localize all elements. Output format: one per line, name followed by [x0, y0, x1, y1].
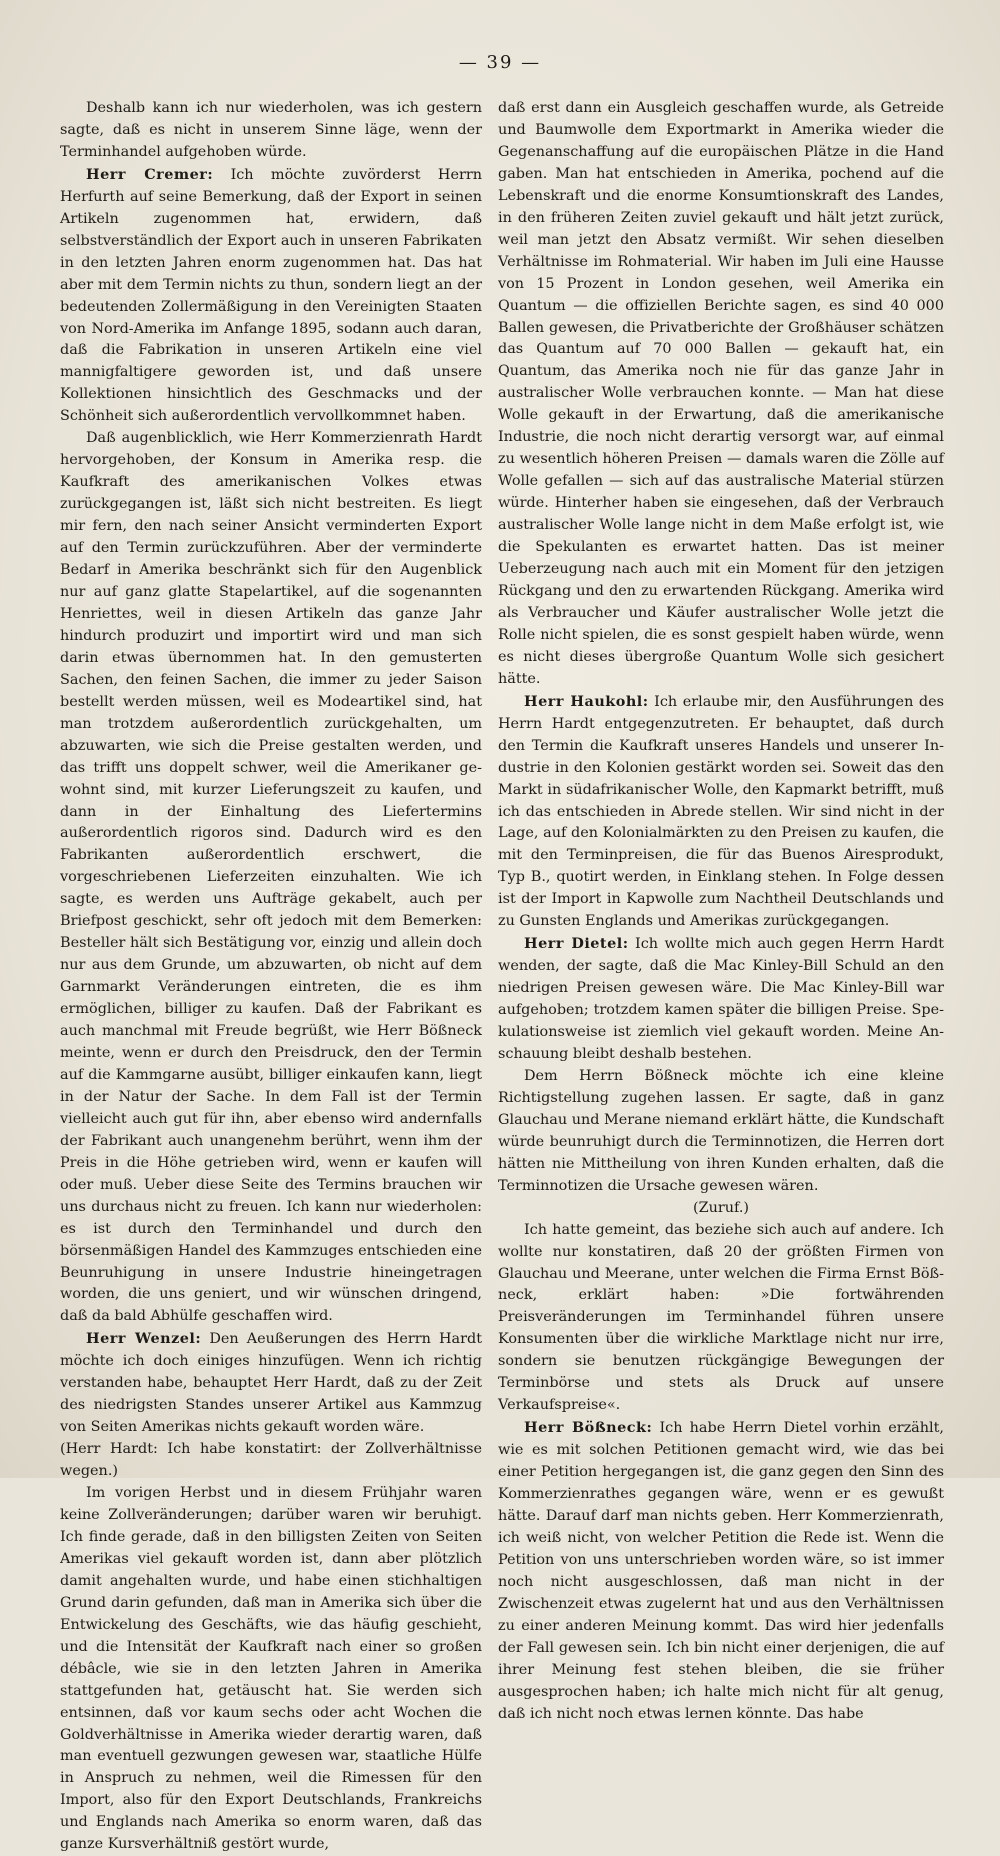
paragraph-text: Ich wollte mich auch gegen Herrn Hardt wenden, der sagte, daß die Mac Kinley-Bill Schuld an den niedrigen Preisen gewesen wäre. Die Mac Kinley-Bill war aufgehoben; trotzdem kamen später die billigen Preise. Spekulationsweise ist ziemlich viel gekauft worden. Meine Anschauung bleibt deshalb bestehen.: [498, 936, 944, 1062]
paragraph-text: (Zuruf.): [692, 1199, 750, 1216]
paragraph-text: (Herr Hardt: Ich habe konstatirt: der Zollverhältnisse wegen.): [60, 1441, 482, 1480]
left-column: [60, 98, 482, 1856]
paragraph: [498, 1198, 944, 1220]
right-column: [498, 98, 944, 1726]
paragraph-text: Ich erlaube mir, den Ausführungen des Herrn Hardt entgegenzutreten. Er behauptet, daß durch den Termin die Kaufkraft unseres Handels und unserer Industrie in den Kolonien gestärkt worden sei. Soweit das den Markt in südafrikanischer Wolle, den Kapmarkt betrifft, muß ich das entschieden in Abrede stellen. Wir sind nicht in der Lage, auf den Kolonialmärkten zu den Preisen zu kaufen, die mit den Terminpreisen, die für das Buenos Airesprodukt, Typ B., quotirt werden, in Einklang stehen. In Folge dessen ist der Import in Kapwolle zum Nachtheil Deutschlands und zu Gunsten Englands und Amerikas zurückgegangen.: [498, 693, 944, 930]
paragraph: [60, 1483, 482, 1856]
paragraph-text: Ich hatte gemeint, das beziehe sich auch auf andere. Ich wollte nur konstatiren, daß 20 der größten Firmen von Glauchau und Meerane, unter welchen die Firma Ernst Bößneck, erklärt haben: »Die fortwährenden Preisveränderungen im Terminhandel führen unsere Konsumenten über die wirkliche Marktlage nicht nur irre, sondern sie benutzen rückgängige Bewegungen der Terminbörse und stets als Druck auf unsere Verkaufspreise«.: [498, 1221, 944, 1414]
paragraph-text: Ich möchte zuvörderst Herrn Herfurth auf seine Bemerkung, daß der Export in seinen Artikeln zugenommen hat, erwidern, daß selbstverständlich der Export auch in unseren Fabrikaten in den letzten Jahren enorm zugenommen hat. Das hat aber mit dem Termin nichts zu thun, sondern liegt an der bedeutenden Zollermäßigung in den Vereinigten Staaten von Nord-Amerika im Anfange 1895, sodann auch daran, daß die Fabrikation in unseren Artikeln eine viel mannigfaltigere geworden ist, und daß unsere Kollektionen hinsichtlich des Geschmacks und der Schönheit sich außerordentlich vervollkommnet haben.: [60, 166, 482, 425]
paragraph: [498, 98, 944, 691]
paragraph: [60, 1439, 482, 1483]
paragraph-text: Dem Herrn Bößneck möchte ich eine kleine Richtigstellung zugehen lassen. Er sagte, daß in ganz Glauchau und Merane niemand erklärt hätte, die Kundschaft würde beunruhigt durch die Terminnotizen, die Herren dort hätten nie Mittheilung von ihren Kunden erhalten, daß die Terminnotizen die Ursache gewesen wären.: [498, 1067, 944, 1194]
speaker-name: Herr Wenzel:: [86, 1330, 202, 1348]
speaker-name: Herr Bößneck:: [524, 1419, 653, 1437]
paragraph: [60, 1328, 482, 1439]
paragraph: [498, 1417, 944, 1725]
paragraph: [60, 428, 482, 1328]
paragraph-text: Ich habe Herrn Dietel vorhin erzählt, wie es mit solchen Petitionen gemacht wird, wie das bei einer Petition hergegangen ist, die ganz gegen den Sinn des Kommerzienrathes gegangen wäre, wenn er es gewußt hätte. Darauf darf man nichts geben. Herr Kommerzienrath, ich weiß nicht, von welcher Petition die Rede ist. Wenn die Petition von uns unterschrieben worden wäre, so ist immer noch nicht ausgeschlossen, daß man nicht in der Zwischenzeit etwas zugelernt hat und aus den Verhältnissen zu einer anderen Meinung kommt. Das wird hier jedenfalls der Fall gewesen sein. Ich bin nicht einer derjenigen, die auf ihrer Meinung fest stehen bleiben, die sie früher ausgesprochen haben; ich halte mich nicht für alt genug, daß ich nicht noch etwas lernen könnte. Das habe: [498, 1420, 944, 1722]
paragraph: [498, 1066, 944, 1198]
paragraph-text: Im vorigen Herbst und in diesem Frühjahr waren keine Zollveränderungen; darüber waren wir beruhigt. Ich finde gerade, daß in den billigsten Zeiten von Seiten Amerikas viel gekauft worden ist, dann aber plötzlich damit angehalten wurde, und habe einen stichhaltigen Grund darin gefunden, daß man in Amerika sich über die Entwickelung des Geschäfts, wie das häufig geschieht, und die Intensität der Kaufkraft nach einer so großen débâcle, wie sie in den letzten Jahren in Amerika stattgefunden hat, getäuscht hat. Sie werden sich entsinnen, daß vor kaum sechs oder acht Wochen die Goldverhältnisse in Amerika wieder derartig waren, daß man eventuell gezwungen gewesen war, staatliche Hülfe in Anspruch zu nehmen, weil die Rimessen für den Import, also für den Export Deutschlands, Frankreichs und Englands nach Amerika so enorm waren, daß das ganze Kursverhältniß gestört wurde,: [60, 1485, 482, 1853]
speaker-name: Herr Dietel:: [524, 935, 629, 953]
paragraph: [498, 1220, 944, 1418]
paragraph: [60, 164, 482, 428]
paragraph-text: Deshalb kann ich nur wiederholen, was ich gestern sagte, daß es nicht in unserem Sinne läge, wenn der Terminhandel aufgehoben würde.: [60, 100, 482, 160]
paragraph: [498, 933, 944, 1066]
speaker-name: Herr Haukohl:: [524, 692, 649, 710]
page-number: — 39 —: [458, 52, 542, 73]
paragraph-text: Den Aeußerungen des Herrn Hardt möchte ich doch einiges hinzufügen. Wenn ich richtig verstanden habe, behauptet Herr Hardt, daß zu der Zeit des niedrigsten Standes unserer Artikel aus Kammzug von Seiten Amerikas nichts gekauft worden wäre.: [60, 1331, 483, 1436]
paragraph-text: Daß augenblicklich, wie Herr Kommerzienrath Hardt hervorgehoben, der Konsum in Amerika resp. die Kaufkraft des amerikanischen Volkes etwas zurückgegangen ist, läßt sich nicht bestreiten. Es liegt mir fern, den nach seiner Ansicht verminderten Export auf den Termin zurückzuführen. Aber der verminderte Bedarf in Amerika beschränkt sich für den Augenblick nur auf ganz glatte Stapelartikel, auf die sogenannten Henriettes, weil in diesen Artikeln das ganze Jahr hindurch produzirt und importirt wird und man sich darin etwas übernommen hat. In den gemusterten Sachen, den feinen Sachen, die immer zu jeder Saison bestellt werden müssen, weil es Modeartikel sind, hat man trotzdem außerordentlich zurückgehalten, um abzuwarten, wie sich die Preise gestalten werden, und das trifft uns doppelt schwer, weil die Amerikaner gewohnt sind, mit kurzer Lieferungszeit zu kaufen, und dann in der Einhaltung des Liefertermins außerordentlich rigoros sind. Dadurch wird es den Fabrikanten außerordentlich erschwert, die vorgeschriebenen Lieferzeiten einzuhalten. Wie ich sagte, es werden uns Aufträge gekabelt, auch per Briefpost geschickt, sehr oft jedoch mit dem Bemerken: Besteller hält sich Bestätigung vor, einzig und allein doch nur aus dem Grunde, um abzuwarten, ob nicht auf dem Garnmarkt Veränderungen eintreten, die es ihm ermöglichen, billiger zu kaufen. Daß der Fabrikant es auch manchmal mit Freude begrüßt, wie Herr Bößneck meinte, wenn er durch den Preisdruck, den der Termin auf die Kammgarne ausübt, billiger einkaufen kann, liegt in der Natur der Sache. In dem Fall ist der Termin vielleicht auch gut für ihn, aber ebenso wird andernfalls der Fabrikant auch unangenehm berührt, wenn ihm der Preis in die Höhe getrieben wird, wenn er kaufen will oder muß. Ueber diese Seite des Termins brauchen wir uns durchaus nicht zu freuen. Ich kann nur wiederholen: es ist durch den Terminhandel und durch den börsenmäßigen Handel des Kammzuges entschieden eine Beunruhigung in unsere Industrie hineingetragen worden, die uns geniert, und wir wünschen dringend, daß da bald Abhülfe geschaffen wird.: [60, 430, 482, 1325]
paragraph-text: daß erst dann ein Ausgleich geschaffen wurde, als Getreide und Baumwolle dem Exportmarkt in Amerika wieder die Gegenanschaffung auf die europäischen Plätze in die Hand gaben. Man hat entschieden in Amerika, pochend auf die Lebenskraft und die enorme Konsumtionskraft des Landes, in den früheren Zeiten zuviel gekauft und hält jetzt zurück, weil man jetzt den Absatz vermißt. Wir sehen dieselben Verhältnisse im Rohmaterial. Wir haben im Juli eine Hausse von 15 Prozent in London gesehen, weil Amerika ein Quantum — die offiziellen Berichte sagen, es sind 40 000 Ballen gewesen, die Privatberichte der Großhäuser schätzen das Quantum auf 70 000 Ballen — gekauft hat, ein Quantum, das Amerika noch nie für das ganze Jahr in australischer Wolle verbrauchen konnte. — Man hat diese Wolle gekauft in der Erwartung, daß die amerikanische Industrie, die noch nicht derartig versorgt war, auf einmal zu wesentlich höheren Preisen — damals waren die Zölle auf Wolle gefallen — sich auf das australische Material stürzen würde. Hinterher haben sie eingesehen, daß der Verbrauch australischer Wolle lange nicht in dem Maße erfolgt ist, wie die Spekulanten es erwartet hatten. Das ist meiner Ueberzeugung nach auch mit ein Moment für den jetzigen Rückgang und den zu erwartenden Rückgang. Amerika wird als Verbraucher und Käufer australischer Wolle jetzt die Rolle nicht spielen, die es sonst gespielt haben würde, wenn es nicht dieses übergroße Quantum Wolle sich gesichert hätte.: [498, 100, 944, 687]
paragraph: [60, 98, 482, 164]
speaker-name: Herr Cremer:: [86, 165, 214, 183]
paragraph: [498, 691, 944, 933]
